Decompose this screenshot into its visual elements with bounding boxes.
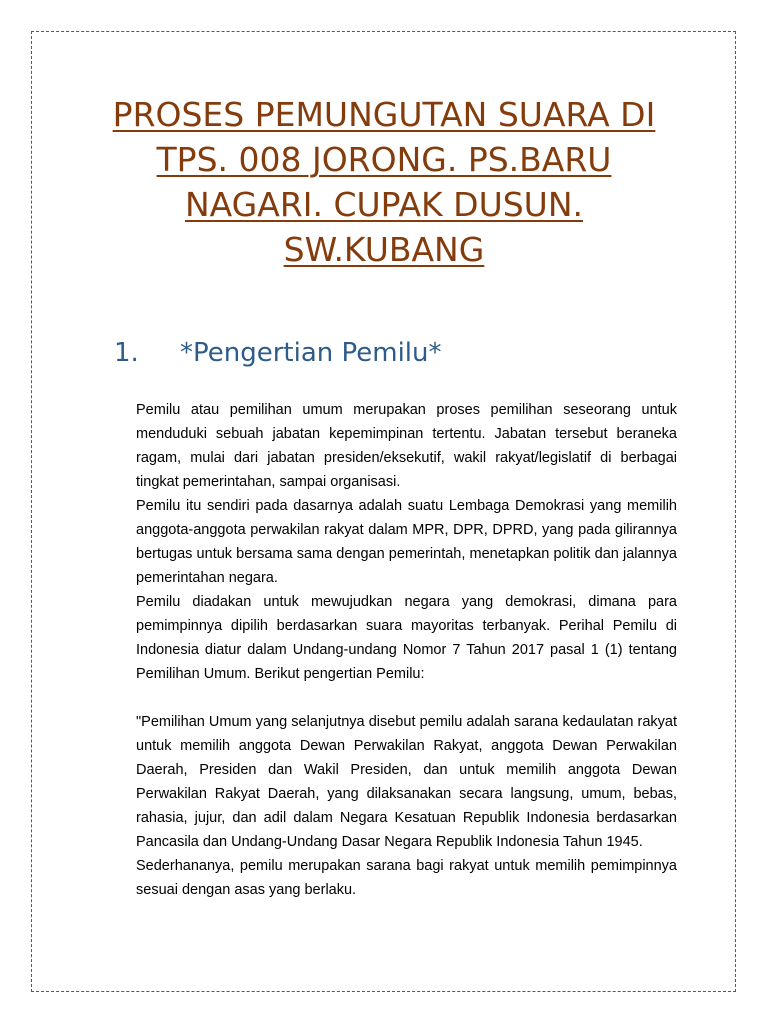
document-title (60, 92, 708, 272)
body-text (136, 398, 677, 902)
section-heading (114, 336, 442, 370)
paragraph: Sederhananya, pemilu merupakan sarana bagi rakyat untuk memilih pemimpinnya sesuai dengan asas yang berlaku. (136, 858, 677, 898)
paragraph: Pemilu itu sendiri pada dasarnya adalah suatu Lembaga Demokrasi yang memilih anggota-anggota perwakilan rakyat dalam MPR, DPR, DPRD, yang pada gilirannya bertugas untuk bersama sama dengan pemerintah, menetapkan politik dan jalannya pemerintahan negara. (136, 498, 677, 586)
paragraph: Pemilu diadakan untuk mewujudkan negara yang demokrasi, dimana para pemimpinnya dipilih berdasarkan suara mayoritas terbanyak. Perihal Pemilu di Indonesia diatur dalam Undang-undang Nomor 7 Tahun 2017 pasal 1 (1) tentang Pemilihan Umum. Berikut pengertian Pemilu: (136, 594, 677, 682)
paragraph: Pemilu atau pemilihan umum merupakan proses pemilihan seseorang untuk menduduki sebuah jabatan kepemimpinan tertentu. Jabatan tersebut beraneka ragam, mulai dari jabatan presiden/eksekutif, wakil rakyat/legislatif di berbagai tingkat pemerintahan, sampai organisasi. (136, 402, 677, 490)
section-heading-text: *Pengertian Pemilu* (180, 338, 442, 368)
title-line: SW.KUBANG (283, 230, 485, 269)
paragraph-spacer (136, 686, 677, 710)
title-line: NAGARI. CUPAK DUSUN. (185, 185, 583, 224)
title-line: TPS. 008 JORONG. PS.BARU (156, 140, 612, 179)
paragraph: "Pemilihan Umum yang selanjutnya disebut pemilu adalah sarana kedaulatan rakyat untuk memilih anggota Dewan Perwakilan Rakyat, anggota Dewan Perwakilan Daerah, Presiden dan Wakil Presiden, dan untuk memilih anggota Dewan Perwakilan Rakyat Daerah, yang dilaksanakan secara langsung, umum, bebas, rahasia, jujur, dan adil dalam Negara Kesatuan Republik Indonesia berdasarkan Pancasila dan Undang-Undang Dasar Negara Republik Indonesia Tahun 1945. (136, 714, 677, 850)
title-line: PROSES PEMUNGUTAN SUARA DI (112, 95, 656, 134)
section-number: 1. (114, 338, 139, 368)
